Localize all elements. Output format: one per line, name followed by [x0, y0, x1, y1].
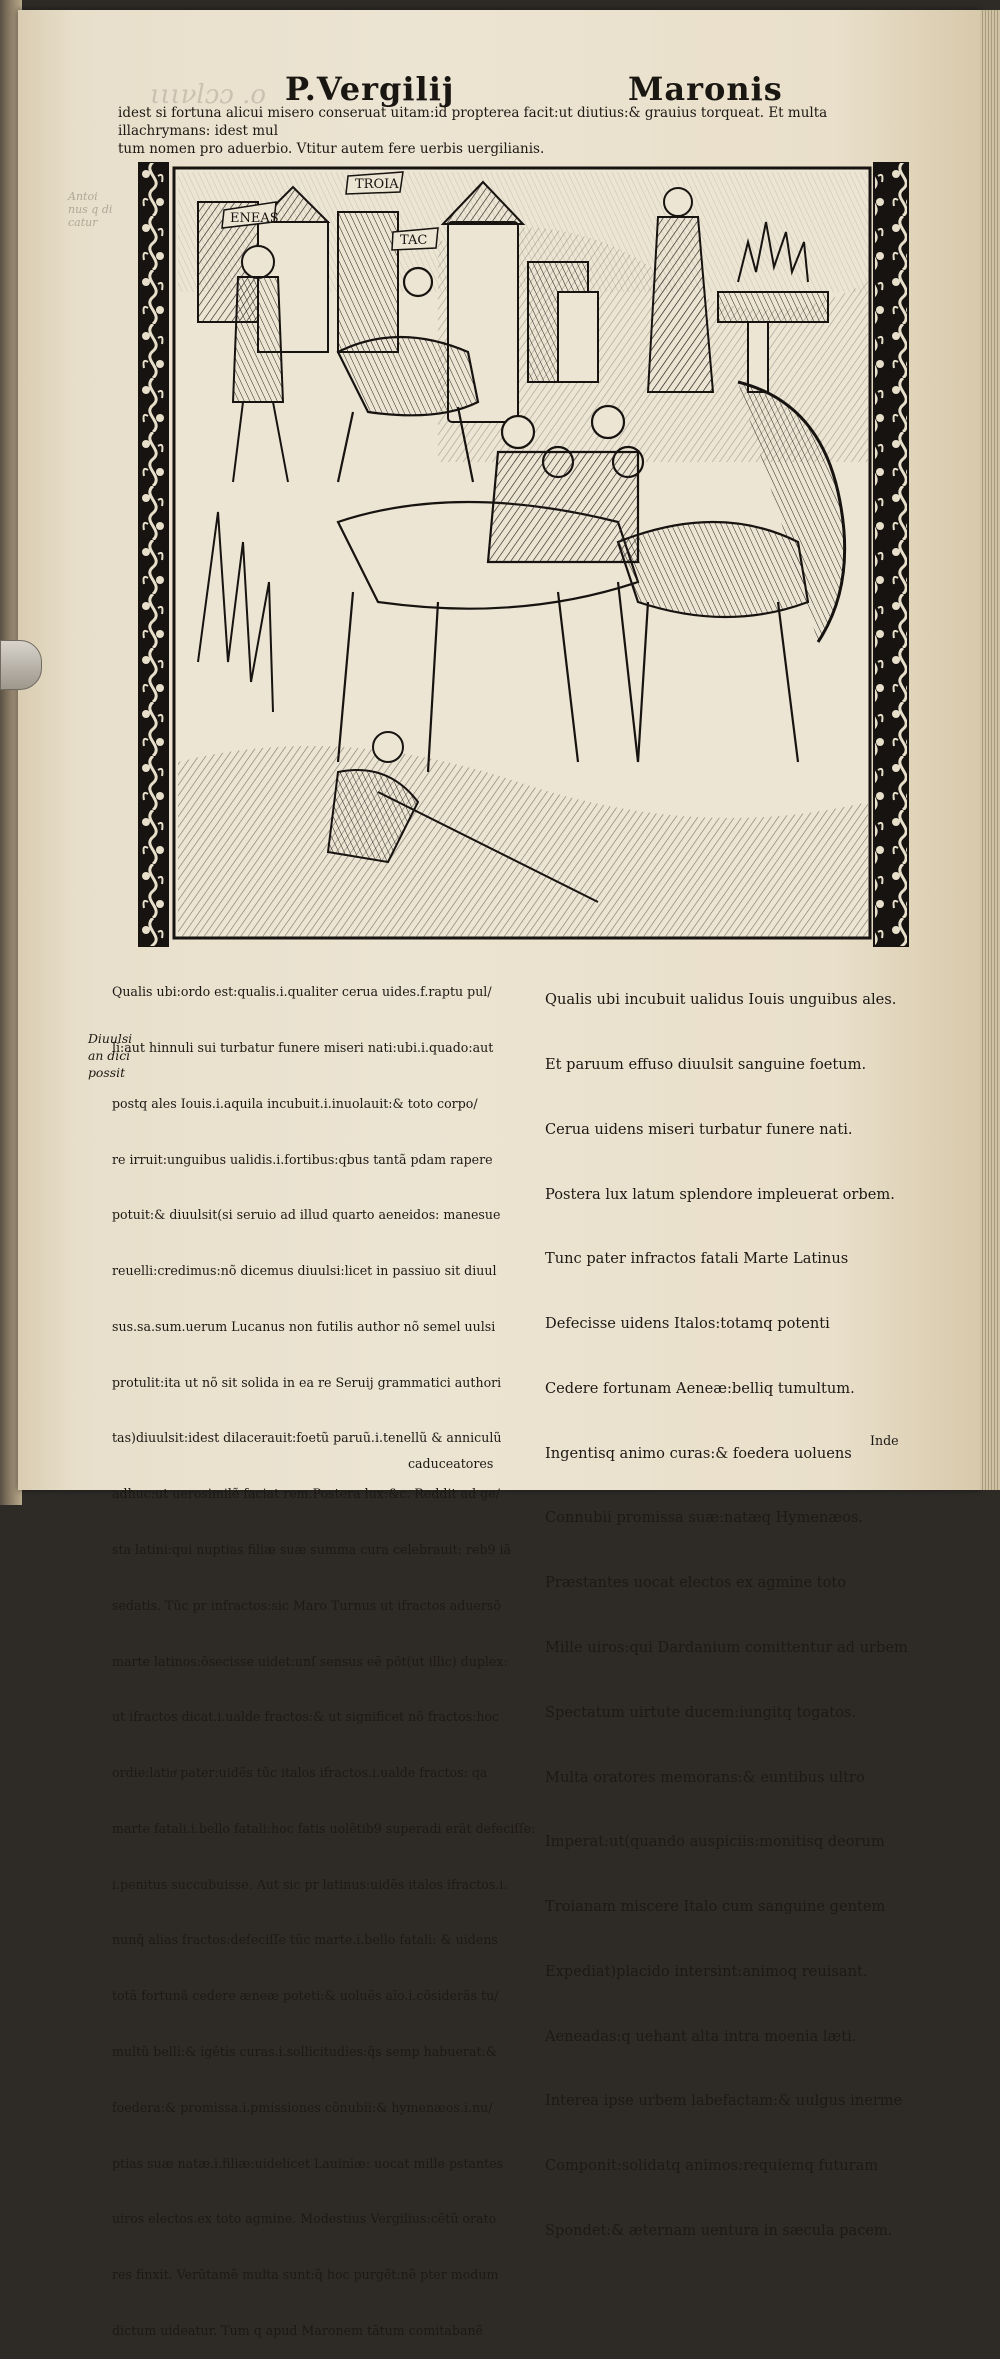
- commentary-line: nunq̃ alias fractos:defeciſſe tũc marte.i.bello fatali: & uidens: [112, 1932, 498, 1948]
- book-clasp: [0, 640, 42, 690]
- commentary-line: adhuc:ut uerosimilẽ faciat rem.Postera lux:&c. Reddit ad ge/: [112, 1486, 500, 1502]
- running-head-left: P.Vergilij: [285, 70, 455, 108]
- verse-line: Præstantes uocat electos ex agmine toto: [545, 1574, 847, 1592]
- verse-line: Qualis ubi incubuit ualidus Iouis unguibus ales.: [545, 991, 897, 1009]
- right-floral-border: [874, 162, 908, 947]
- verse-text-column: [545, 946, 925, 2263]
- commentary-line: marte latinos:õsecisse uidet:unſ sensus eẽ põt(ut illic) duplex:: [112, 1653, 508, 1669]
- verse-line: Connubii promissa suæ:natæq Hymenæos.: [545, 1509, 864, 1527]
- commentary-line: sta latini:qui nuptias filiæ suæ summa cura celebrauit: reb9 iã: [112, 1542, 512, 1557]
- margin-note-line: an dici: [88, 1048, 131, 1063]
- commentary-line: uiros electos.ex toto agmine. Modestius Vergilius:cẽtũ orato: [112, 2211, 497, 2227]
- verse-line: Ingentisq animo curas:& foedera uoluens: [545, 1444, 852, 1462]
- commentary-line: dictum uideatur. Tum q apud Maronem tãtum comitabanẽ: [112, 2322, 484, 2338]
- verse-line: Componit:solidatq animos:requiemq futuram: [545, 2157, 879, 2175]
- margin-note: [88, 1030, 132, 1081]
- verse-line: Aeneadas:q uehant alta intra moenia læti.: [545, 2027, 857, 2045]
- verse-line: Spondet:& æternam uentura in sæcula pacem.: [545, 2222, 893, 2240]
- commentary-line: marte fatali.i.bello fatali:hoc fatis uolẽtib9 superadi erãt defeciſſe:: [112, 1820, 536, 1836]
- scroll-eneas: ENEAS: [230, 211, 279, 226]
- catchword-right: Inde: [870, 1433, 899, 1448]
- scroll-troia: TROIA: [355, 177, 399, 192]
- show-through-text: ιιινlɔɔ .o: [150, 80, 267, 110]
- commentary-line: li:aut hinnuli sui turbatur funere miseri nati:ubi.i.quado:aut: [112, 1039, 494, 1055]
- commentary-line: ut ifractos dicat.i.ualde fractos:& ut significet nõ fractos:hoc: [112, 1709, 500, 1725]
- scroll-tac: TAC: [400, 233, 428, 248]
- verse-line: Imperat:ut(quando auspiciis:monitisq deorum: [545, 1833, 885, 1851]
- commentary-line: res finxit. Verũtamẽ multa sunt:q̃ hoc purgẽt:nẽ pter modum: [112, 2267, 499, 2283]
- verse-line: Postera lux latum splendore impleuerat orbem.: [545, 1185, 895, 1203]
- verse-line: Et paruum effuso diuulsit sanguine foetum.: [545, 1055, 867, 1073]
- commentary-line: Qualis ubi:ordo est:qualis.i.qualiter cerua uides.f.raptu pul/: [112, 984, 492, 1000]
- margin-note-line: possit: [88, 1065, 126, 1080]
- verse-line: Mille uiros:qui Dardanium comittentur ad urbem: [545, 1639, 908, 1656]
- commentary-line: sedatis. Tũc pr infractos:sic Maro Turnus ut ifractos aduersõ: [112, 1597, 501, 1613]
- commentary-line: ptias suæ natæ.i.filiæ:uidelicet Lauiniæ: uocat mille pstantes: [112, 2155, 504, 2171]
- commentary-top-line: tum nomen pro aduerbio. Vtitur autem fere uerbis uergilianis.: [118, 141, 545, 157]
- verse-line: Tunc pater infractos fatali Marte Latinus: [545, 1250, 849, 1268]
- commentary-line: ordie:latinͤ pater:uidẽs tũc italos ifractos.i.ualde fractos: qa: [112, 1765, 488, 1781]
- commentary-left-column: [112, 946, 536, 2359]
- commentary-top: [118, 104, 908, 158]
- commentary-line: protulit:ita ut nõ sit solida in ea re Seruij grammatici authori: [112, 1374, 502, 1390]
- verse-line: Expediat)placido intersint:animoq reuisant.: [545, 1962, 868, 1980]
- commentary-line: re irruit:unguibus ualidis.i.fortibus:qbus tantã pdam rapere: [112, 1151, 493, 1167]
- verse-line: Multa oratores memorans:& euntibus ultro: [545, 1768, 865, 1786]
- commentary-line: reuelli:credimus:nõ dicemus diuulsi:licet in passiuo sit diuul: [112, 1263, 497, 1279]
- commentary-line: foedera:& promissa.i.pmissiones cõnubii:& hymenæos.i.nu/: [112, 2099, 493, 2115]
- commentary-line: sus.sa.sum.uerum Lucanus non futilis author nõ semel uulsi: [112, 1318, 496, 1334]
- commentary-line: potuit:& diuulsit(si seruio ad illud quarto aeneidos: manesue: [112, 1207, 501, 1223]
- commentary-line: totã fortunã cedere æneæ poteti:& uoluẽs aĩo.i.cõsiderãs tu/: [112, 1988, 499, 2004]
- catchword-left: caduceatores: [408, 1456, 494, 1471]
- verse-line: Spectatum uirtute ducem:iungitq togatos.: [545, 1703, 857, 1721]
- woodcut-illustration: [138, 162, 910, 947]
- running-head-right: Maronis: [628, 70, 783, 108]
- margin-note-line: Diuulsi: [88, 1031, 133, 1046]
- page-edges: [980, 10, 1000, 1490]
- verse-line: Cerua uidens miseri turbatur funere nati.: [545, 1120, 853, 1138]
- commentary-line: tas)diuulsit:idest dilacerauit:foetũ paruũ.i.tenellũ & anniculũ: [112, 1430, 502, 1446]
- commentary-line: postq ales Iouis.i.aquila incubuit.i.inuolauit:& toto corpo/: [112, 1095, 478, 1111]
- verse-line: Interea ipse urbem labefactam:& uulgus inerme: [545, 2092, 903, 2110]
- commentary-top-line: idest si fortuna alicui misero conseruat uitam:id propterea facit:ut diutius:& grauius torqueat. Et multa illachrymans: idest mul: [118, 105, 828, 139]
- commentary-line: i.penitus succubuisse. Aut sic pr latinus:uidẽs italos ifractos.i.: [112, 1876, 508, 1892]
- verse-line: Cedere fortunam Aeneæ:belliq tumultum.: [545, 1379, 855, 1397]
- left-floral-border: [138, 162, 168, 947]
- verse-line: Defecisse uidens Italos:totamq potenti: [545, 1315, 830, 1333]
- verse-line: Troianam miscere Italo cum sanguine gentem: [545, 1898, 886, 1916]
- commentary-line: multũ belli:& igẽtis curas.i.sollicitudies:q̃s semp habuerat:&: [112, 2044, 497, 2060]
- faint-margin-note: Antoi nus q di catur: [68, 190, 113, 229]
